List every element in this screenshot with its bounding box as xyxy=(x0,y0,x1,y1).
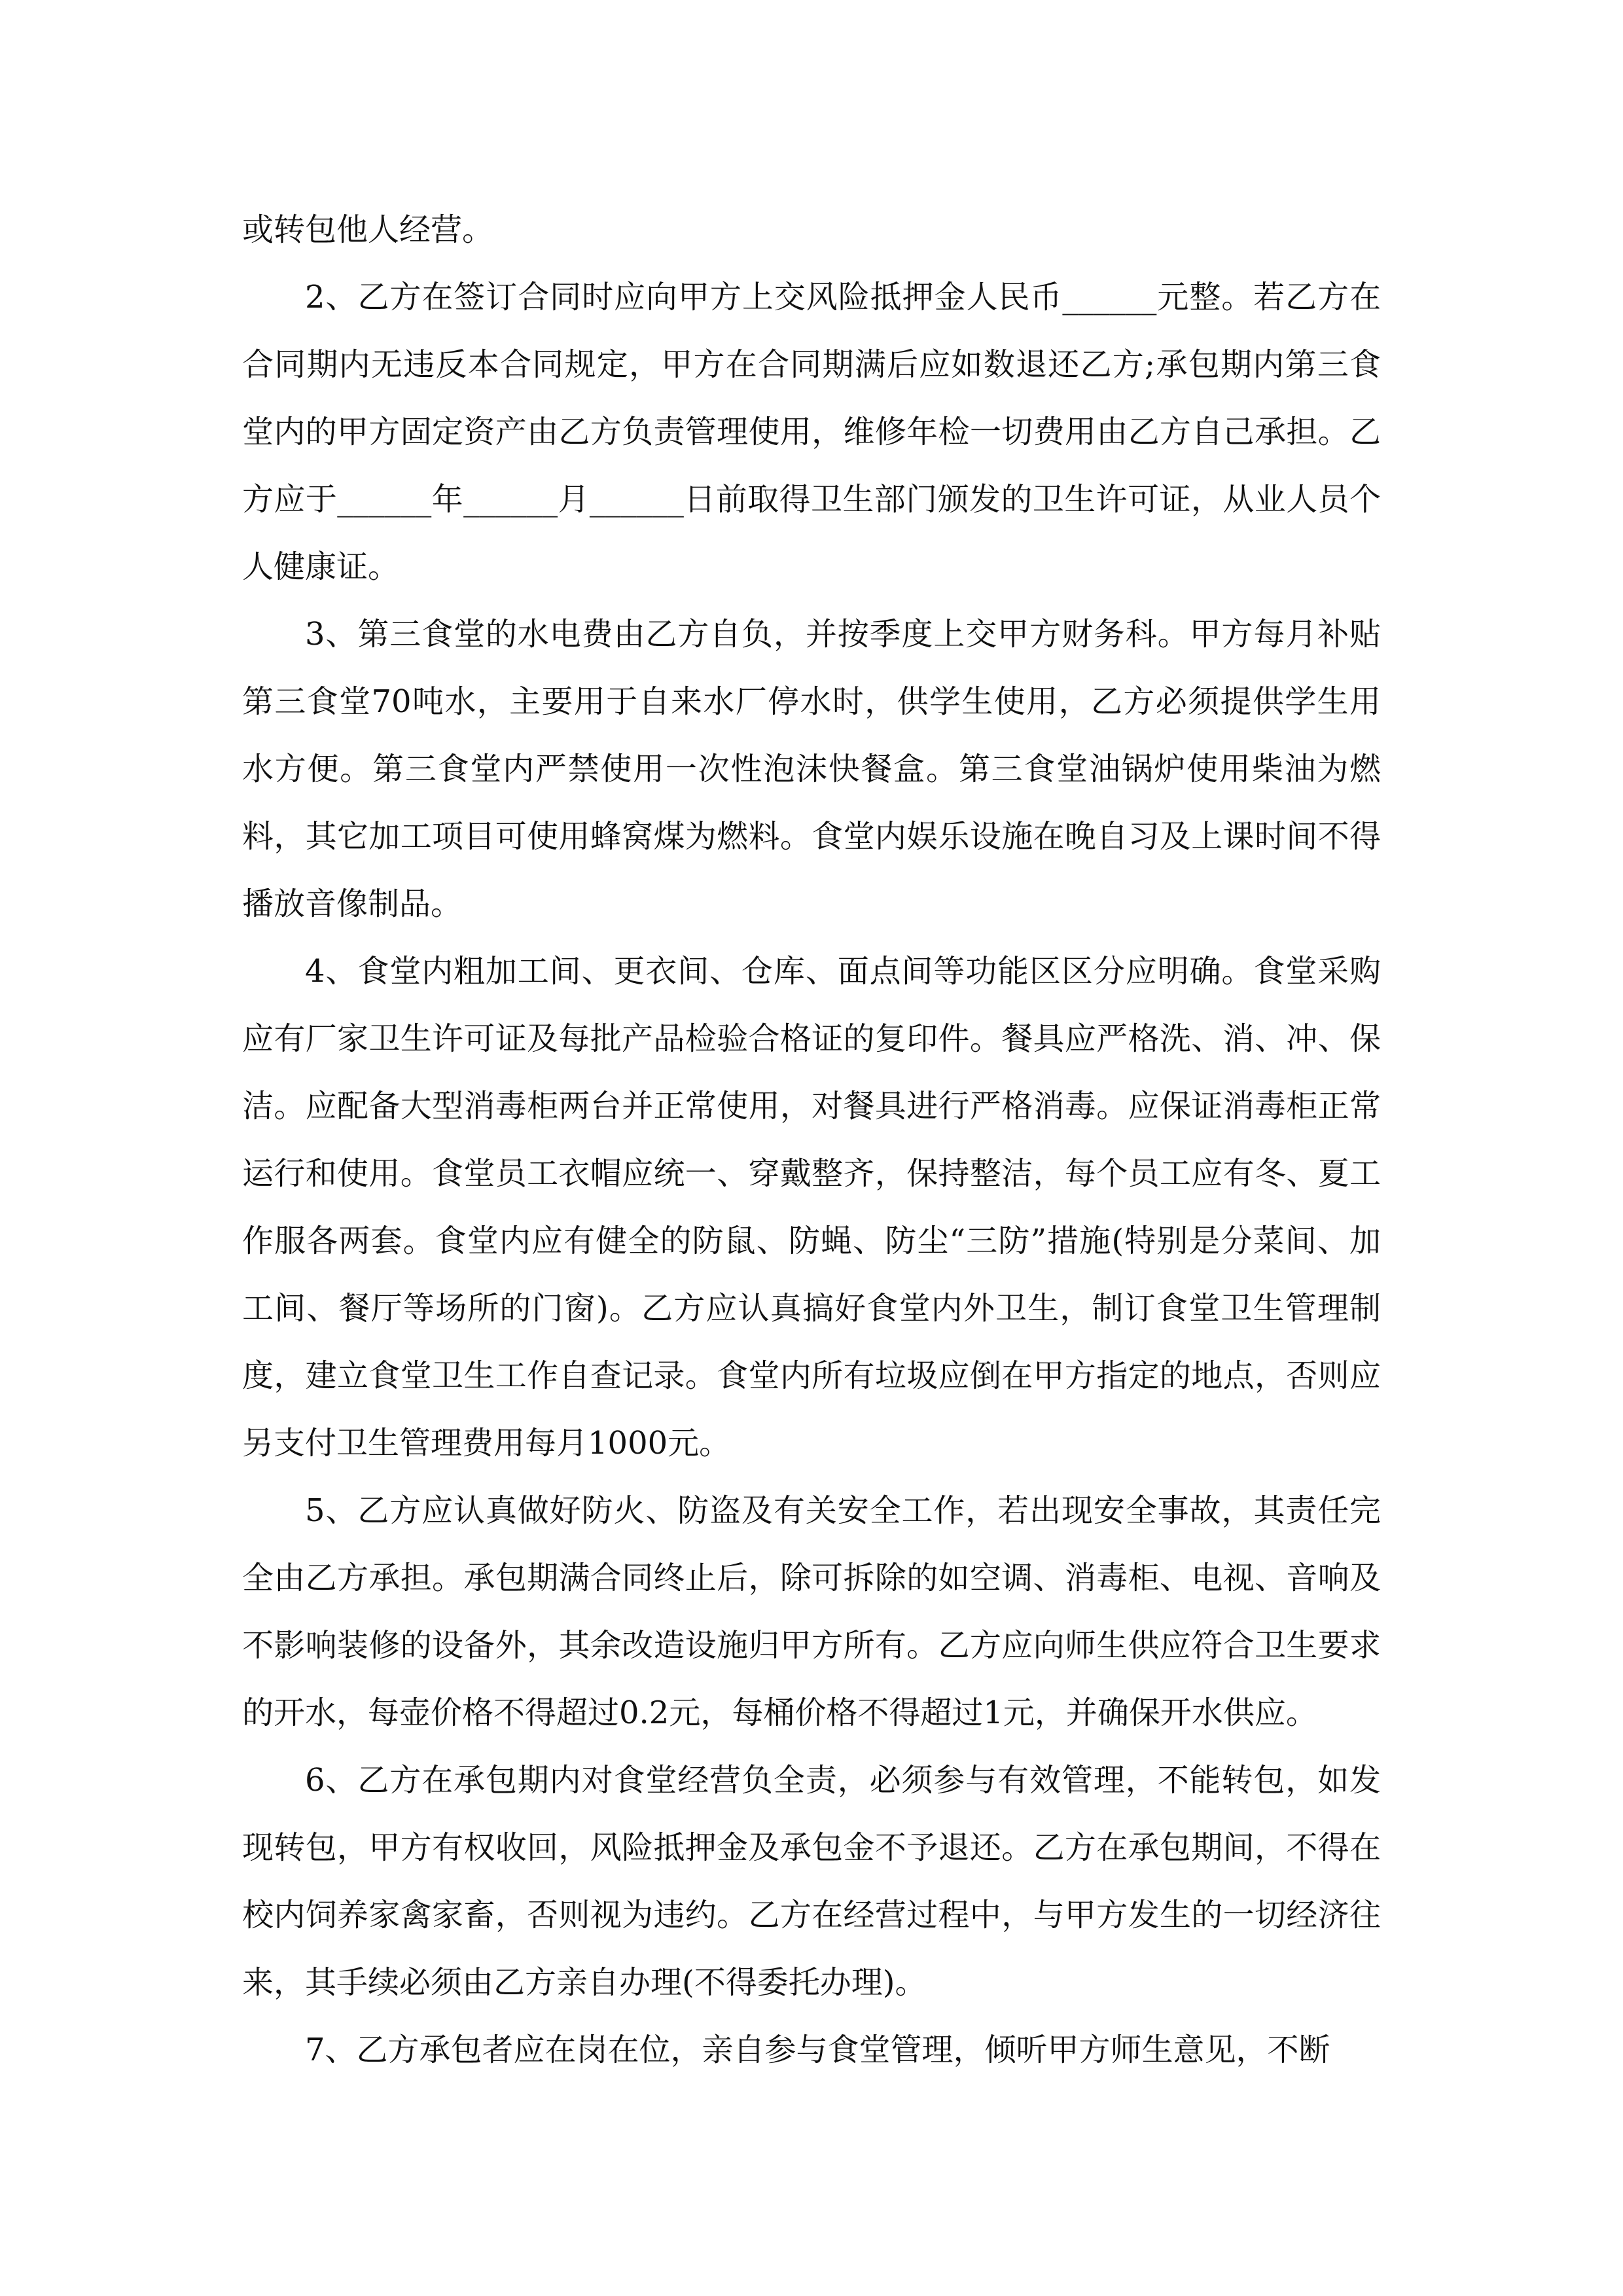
contract-page xyxy=(242,196,1381,2084)
clause-4: 4、食堂内粗加工间、更衣间、仓库、面点间等功能区区分应明确。食堂采购应有厂家卫生许可证及每批产品检验合格证的复印件。餐具应严格洗、消、冲、保洁。应配备大型消毒柜两台并正常使用，对餐具进行严格消毒。应保证消毒柜正常运行和使用。食堂员工衣帽应统一、穿戴整齐，保持整洁，每个员工应有冬、夏工作服各两套。食堂内应有健全的防鼠、防蝇、防尘“三防”措施(特别是分菜间、加工间、餐厅等场所的门窗)。乙方应认真搞好食堂内外卫生，制订食堂卫生管理制度，建立食堂卫生工作自查记录。食堂内所有垃圾应倒在甲方指定的地点，否则应另支付卫生管理费用每月1000元。 xyxy=(242,953,1381,1462)
clause-3: 3、第三食堂的水电费由乙方自负，并按季度上交甲方财务科。甲方每月补贴第三食堂70吨水，主要用于自来水厂停水时，供学生使用，乙方必须提供学生用水方便。第三食堂内严禁使用一次性泡沫快餐盒。第三食堂油锅炉使用柴油为燃料，其它加工项目可使用蜂窝煤为燃料。食堂内娱乐设施在晚自习及上课时间不得播放音像制品。 xyxy=(242,616,1381,922)
paragraph-continuation: 或转包他人经营。 xyxy=(242,211,494,248)
clause-6: 6、乙方在承包期内对食堂经营负全责，必须参与有效管理，不能转包，如发现转包，甲方有权收回，风险抵押金及承包金不予退还。乙方在承包期间，不得在校内饲养家禽家畜，否则视为违约。乙方在经营过程中，与甲方发生的一切经济往来，其手续必须由乙方亲自办理(不得委托办理)。 xyxy=(242,1762,1381,2001)
clause-7: 7、乙方承包者应在岗在位，亲自参与食堂管理，倾听甲方师生意见，不断 xyxy=(305,2032,1330,2068)
clause-5: 5、乙方应认真做好防火、防盗及有关安全工作，若出现安全事故，其责任完全由乙方承担。承包期满合同终止后，除可拆除的如空调、消毒柜、电视、音响及不影响装修的设备外，其余改造设施归甲方所有。乙方应向师生供应符合卫生要求的开水，每壶价格不得超过0.2元，每桶价格不得超过1元，并确保开水供应。 xyxy=(242,1492,1381,1731)
clause-2: 2、乙方在签订合同时应向甲方上交风险抵押金人民币______元整。若乙方在合同期内无违反本合同规定，甲方在合同期满后应如数退还乙方;承包期内第三食堂内的甲方固定资产由乙方负责管理使用，维修年检一切费用由乙方自己承担。乙方应于______年______月______日前取得卫生部门颁发的卫生许可证，从业人员个人健康证。 xyxy=(242,279,1381,585)
